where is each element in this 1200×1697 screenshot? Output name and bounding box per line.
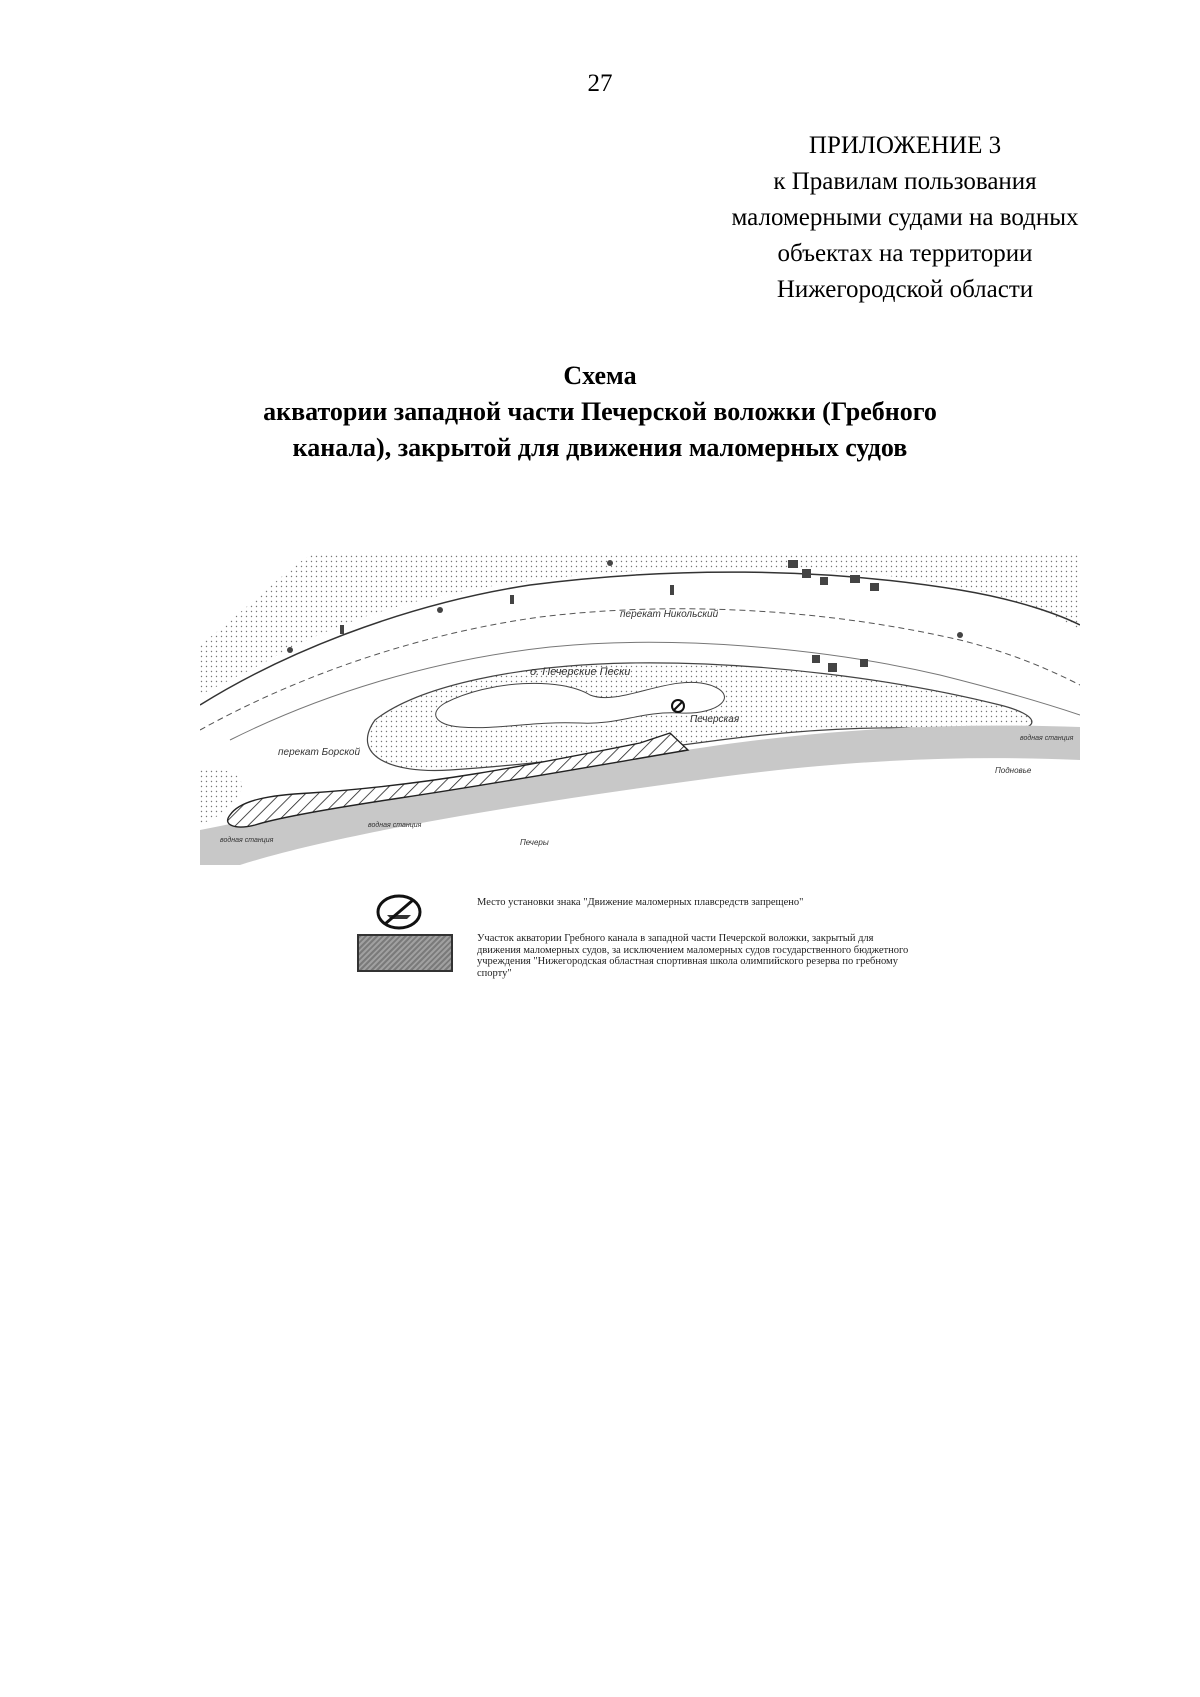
page-number: 27 bbox=[587, 70, 613, 97]
map-label-water-station: водная станция bbox=[220, 837, 274, 844]
map-label-podnovye: Подновье bbox=[995, 766, 1032, 775]
map-label-crossing-borsky: перекат Борской bbox=[278, 747, 361, 758]
river-scheme-map bbox=[200, 555, 1080, 865]
title-line: канала), закрытой для движения маломерных судов bbox=[292, 433, 908, 462]
title-line: Схема bbox=[563, 361, 637, 390]
legend-text-sign: Место установки знака "Движение маломерных плавсредств запрещено" bbox=[477, 897, 804, 908]
appendix-block bbox=[690, 128, 1120, 308]
appendix-line: ПРИЛОЖЕНИЕ 3 bbox=[808, 132, 1002, 159]
map-label-water-station: водная станция bbox=[1020, 735, 1074, 742]
document-title bbox=[0, 358, 1200, 466]
map-prohibition-sign-icon bbox=[672, 700, 684, 712]
map-label-island: о. Печерские Пески bbox=[530, 666, 631, 678]
map-label-pechery: Печеры bbox=[520, 838, 549, 847]
hatched-area-icon bbox=[357, 934, 453, 972]
map-label-water-station: водная станция bbox=[368, 822, 422, 829]
no-small-boats-sign-icon bbox=[375, 893, 423, 931]
title-line: акватории западной части Печерской воложки (Гребного bbox=[263, 397, 937, 426]
appendix-line: объектах на территории bbox=[777, 240, 1033, 267]
appendix-line: к Правилам пользования bbox=[773, 168, 1037, 195]
appendix-line: Нижегородской области bbox=[776, 276, 1034, 303]
map-label-pecherskaya: Печерская bbox=[690, 714, 740, 725]
legend-text-area: Участок акватории Гребного канала в западной части Печерской воложки, закрытый для движения маломерных судов, за исключением маломерных судов государственного бюджетного учреждения "Нижегородская областная спортивная школа олимпийского резерва по гребному спорту" bbox=[477, 933, 909, 979]
map-label-crossing-nikolsky: перекат Никольский bbox=[620, 609, 719, 620]
appendix-line: маломерными судами на водных bbox=[731, 204, 1079, 231]
